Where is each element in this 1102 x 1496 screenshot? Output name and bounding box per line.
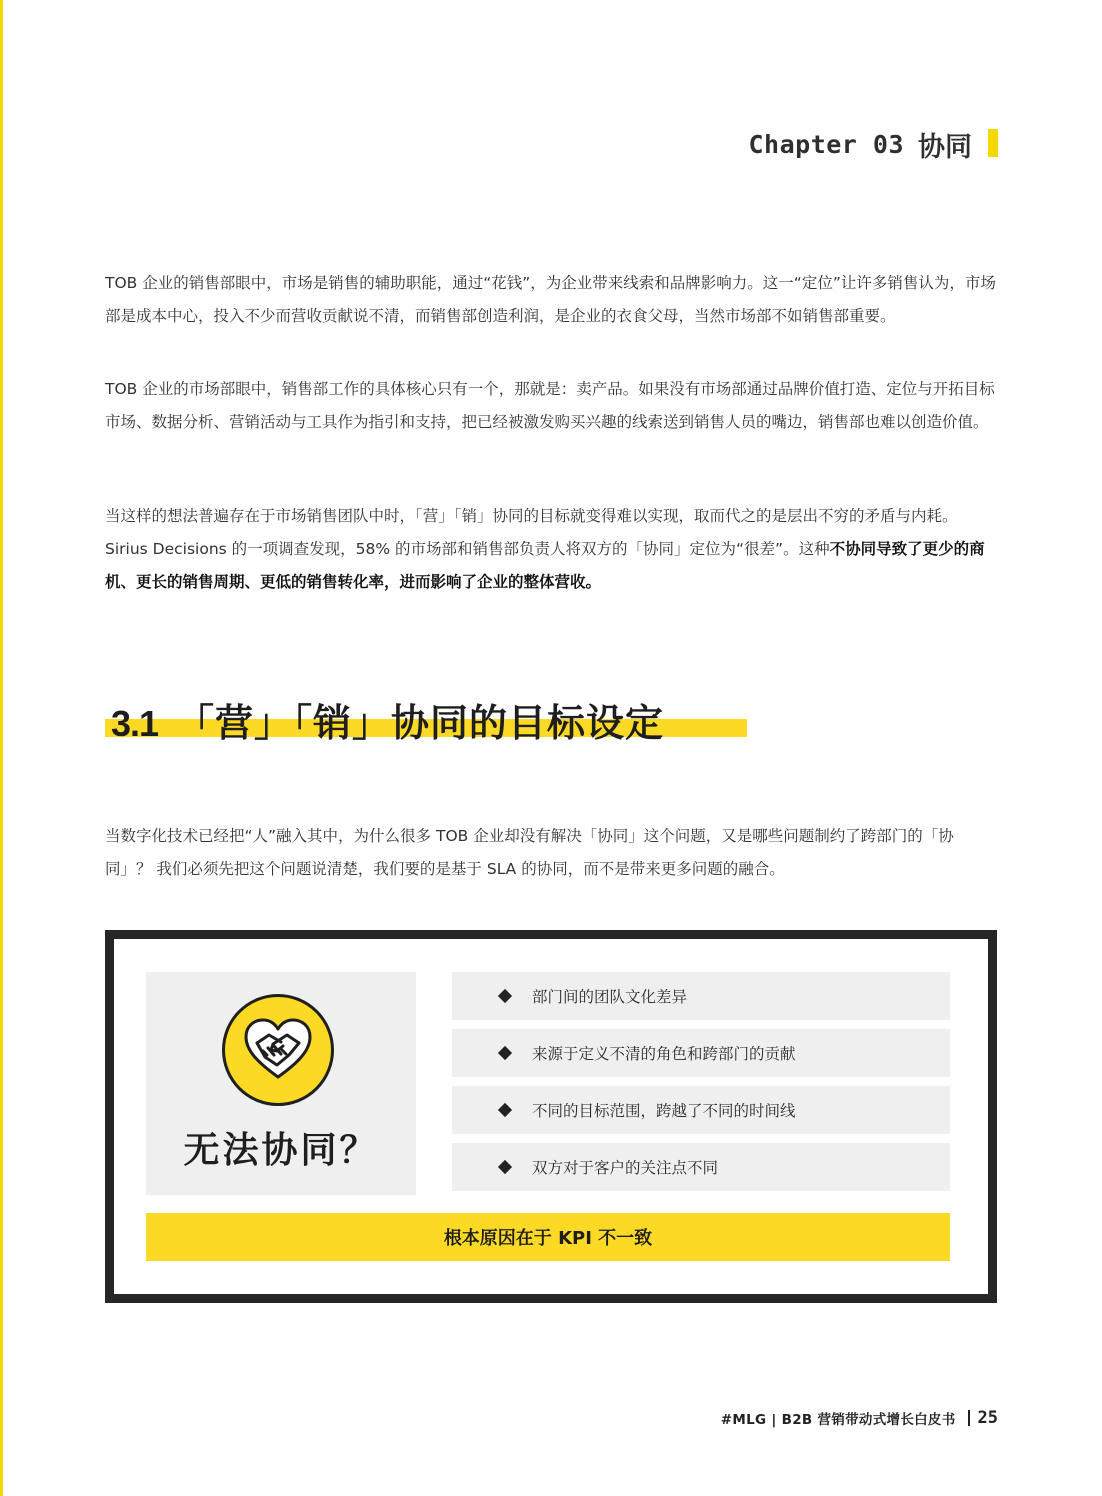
section-title: 「营」「销」协同的目标设定 bbox=[176, 701, 665, 745]
conclusion-banner: 根本原因在于 KPI 不一致 bbox=[146, 1213, 950, 1261]
list-item bbox=[452, 1086, 950, 1134]
diamond-bullet-icon bbox=[498, 1160, 512, 1174]
list-item-text: 不同的目标范围，跨越了不同的时间线 bbox=[532, 1102, 796, 1120]
list-item bbox=[452, 1143, 950, 1191]
diamond-bullet-icon bbox=[498, 989, 512, 1003]
list-item-text: 来源于定义不清的角色和跨部门的贡献 bbox=[532, 1045, 796, 1063]
chapter-label: Chapter 03 bbox=[748, 129, 904, 159]
list-item-text: 双方对于客户的关注点不同 bbox=[532, 1159, 719, 1177]
page-number: 25 bbox=[977, 1408, 998, 1428]
intro-paragraph-3-emphasis: 不协同导致了更少的商机、更长的销售周期、更低的销售转化率，进而影响了企业的整体营收。 bbox=[105, 540, 985, 591]
section-heading bbox=[105, 690, 747, 748]
section-number: 3.1 bbox=[111, 703, 159, 744]
page-footer bbox=[721, 1406, 998, 1430]
intro-paragraph-2: TOB 企业的市场部眼中，销售部工作的具体核心只有一个，那就是：卖产品。如果没有市场部通过品牌价值打造、定位与开拓目标市场、数据分析、营销活动与工具作为指引和支持，把已经被激发购买兴趣的线索送到销售人员的嘴边，销售部也难以创造价值。 bbox=[105, 380, 995, 431]
section-body: 当数字化技术已经把“人”融入其中，为什么很多 TOB 企业却没有解决「协同」这个问题，又是哪些问题制约了跨部门的「协同」？ 我们必须先把这个问题说清楚，我们要的是基于 SLA 的协同，而不是带来更多问题的融合。 bbox=[105, 827, 954, 878]
intro-paragraph-3 bbox=[105, 500, 997, 599]
chapter-title: 协同 bbox=[918, 131, 972, 163]
list-item bbox=[452, 972, 950, 1020]
footer-divider bbox=[968, 1410, 970, 1426]
infobox-title: 无法协同？ bbox=[183, 1130, 379, 1171]
list-item-text: 部门间的团队文化差异 bbox=[532, 988, 688, 1006]
chapter-header bbox=[748, 124, 972, 164]
infobox bbox=[105, 930, 997, 1303]
chapter-accent-bar bbox=[988, 129, 998, 157]
list-item bbox=[452, 1029, 950, 1077]
intro-paragraph-1: TOB 企业的销售部眼中，市场是销售的辅助职能，通过“花钱”，为企业带来线索和品牌影响力。这一“定位”让许多销售认为，市场部是成本中心，投入不少而营收贡献说不清，而销售部创造利润，是企业的衣食父母，当然市场部不如销售部重要。 bbox=[105, 274, 996, 325]
icon-circle bbox=[222, 994, 334, 1106]
left-accent-rule bbox=[0, 0, 3, 1496]
infobox-left-card bbox=[146, 972, 416, 1195]
diamond-bullet-icon bbox=[498, 1103, 512, 1117]
reason-list bbox=[452, 972, 950, 1200]
footer-title: #MLG | B2B 营销带动式增长白皮书 bbox=[720, 1412, 956, 1428]
intro-paragraph-3-text: 当这样的想法普遍存在于市场销售团队中时，「营」「销」协同的目标就变得难以实现，取而代之的是层出不穷的矛盾与内耗。Sirius Decisions 的一项调查发现，58% 的市场部和销售部负责人将双方的「协同」定位为“很差”。这种 bbox=[105, 507, 958, 558]
diamond-bullet-icon bbox=[498, 1046, 512, 1060]
